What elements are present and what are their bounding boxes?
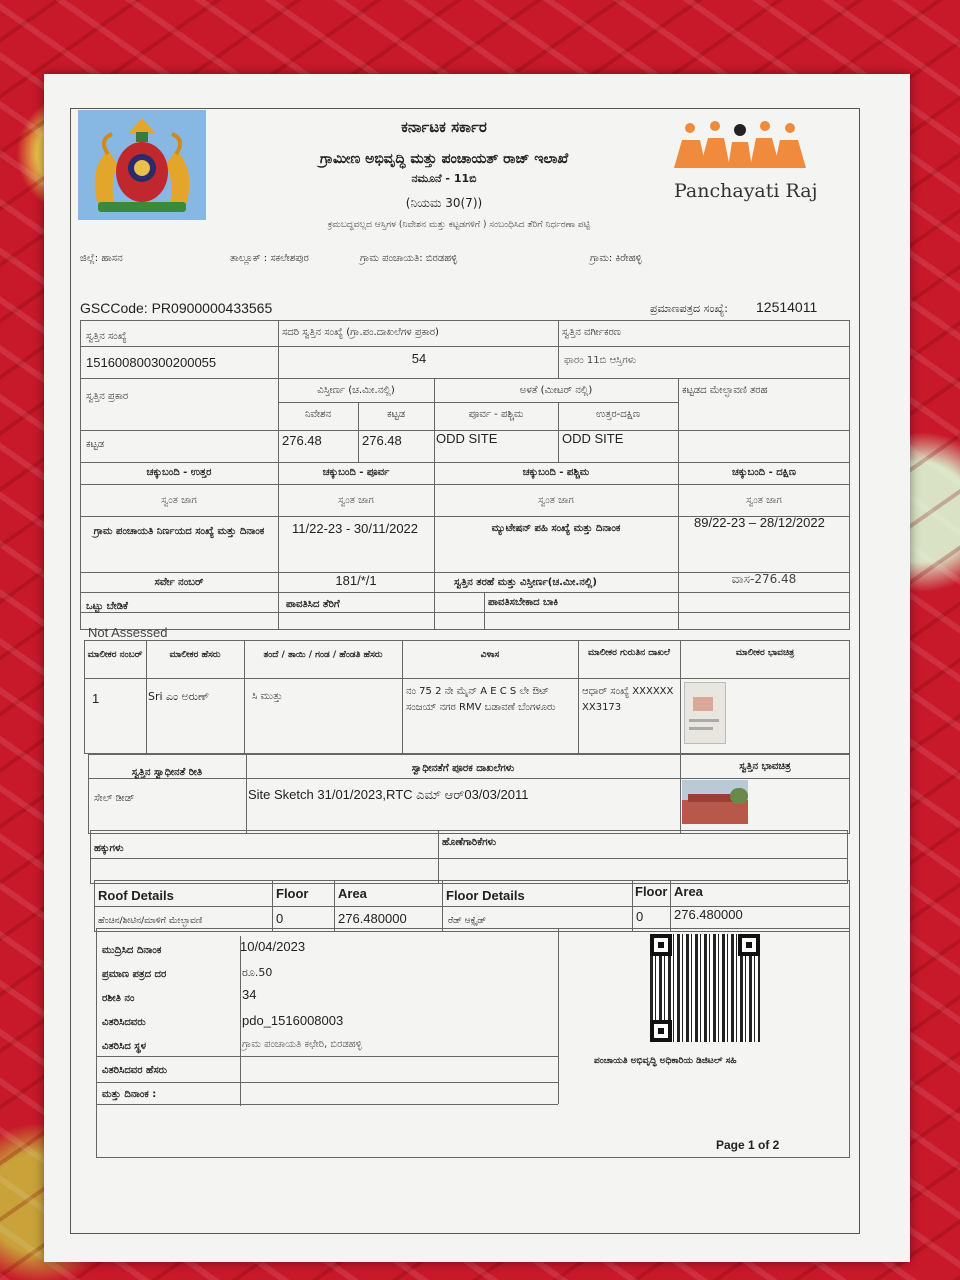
- category-label: ಸ್ವತ್ತಿನ ವರ್ಗೀಕರಣ: [562, 327, 621, 338]
- boundary-north-label: ಚಕ್ಕುಬಂದಿ - ಉತ್ತರ: [146, 467, 212, 478]
- category-value: ಫಾರಂ 11ಬಿ ಆಸ್ತಿಗಳು: [564, 355, 637, 366]
- certificate-label: ಪ್ರಮಾಣಪತ್ರದ ಸಂಖ್ಯೆ:: [650, 302, 729, 315]
- site-area-value: 276.48: [282, 433, 322, 448]
- north-south-label: ಉತ್ತರ-ದಕ್ಷಿಣ: [595, 409, 641, 420]
- boundary-east-label: ಚಕ್ಕುಬಂದಿ - ಪೂರ್ವ: [322, 467, 390, 478]
- district: ಜಿಲ್ಲೆ: ಹಾಸನ: [80, 253, 123, 264]
- owner-header-name: ಮಾಲೀಕರ ಹೆಸರು: [169, 650, 221, 660]
- east-west-label: ಪೂರ್ವ - ಪಶ್ಚಿಮ: [468, 409, 524, 420]
- gram-panchayat: ಗ್ರಾಮ ಪಂಚಾಯತಿ: ಬಿರಡಹಳ್ಳಿ: [360, 253, 458, 264]
- issuer-label: ವಿತರಿಸಿದವರು: [102, 1017, 146, 1028]
- issuer-value: pdo_1516008003: [242, 1013, 344, 1028]
- ownership-docs-label: ಸ್ವಾಧೀನತೆಗೆ ಪೂರಕ ದಾಖಲೆಗಳು: [411, 763, 515, 774]
- boundary-south-value: ಸ್ವಂತ ಜಾಗ: [746, 495, 782, 506]
- page-number: Page 1 of 2: [716, 1138, 780, 1152]
- issue-place-label: ವಿತರಿಸಿದ ಸ್ಥಳ: [102, 1041, 147, 1052]
- total-demand-label: ಒಟ್ಟು ಬೇಡಿಕೆ: [86, 601, 128, 612]
- owner-id-document: ಆಧಾರ್ ಸಂಖ್ಯೆ XXXXXXXX3173: [582, 686, 674, 713]
- owner-header-photo: ಮಾಲೀಕರ ಭಾವಚಿತ್ರ: [735, 648, 795, 658]
- qr-code-icon: [650, 934, 760, 1042]
- sadar-value: 54: [411, 351, 427, 366]
- owner-number: 1: [92, 691, 100, 706]
- paid-tax-label: ಪಾವತಿಸಿದ ತೆರಿಗೆ: [286, 599, 340, 610]
- ownership-docs-value: Site Sketch 31/01/2023,RTC ಎಮ್ ಆರ್03/03/2011: [248, 787, 529, 802]
- panchayati-raj-logo-icon: [670, 118, 810, 178]
- ownership-mode-value: ಸೇಲ್ ಡೀಡ್: [94, 793, 135, 804]
- roof-area-value: 276.480000: [338, 911, 407, 926]
- boundary-south-label: ಚಕ್ಕುಬಂದಿ - ದಕ್ಷಿಣ: [731, 467, 796, 478]
- certificate-number: 12514011: [756, 299, 818, 315]
- type-area-value: ವಾಸ-276.48: [731, 572, 797, 586]
- ownership-mode-label: ಸ್ವತ್ತಿನ ಸ್ವಾಧೀನತೆ ರೀತಿ: [131, 767, 203, 778]
- gsc-code: GSCCode: PR0900000433565: [80, 300, 273, 316]
- owner-header-id: ಮಾಲೀಕರ ಗುರುತಿನ ದಾಖಲೆ: [587, 648, 670, 658]
- property-no-label: ಸ್ವತ್ತಿನ ಸಂಖ್ಯೆ: [86, 331, 127, 342]
- boundary-north-value: ಸ್ವಂತ ಜಾಗ: [161, 495, 197, 506]
- owner-header-address: ವಿಳಾಸ: [480, 650, 500, 660]
- owner-header-number: ಮಾಲೀಕರ ನಂಬರ್: [87, 650, 143, 660]
- print-date-value: 10/04/2023: [240, 939, 306, 954]
- rule-number: (ನಿಯಮ 30(7)): [405, 196, 483, 210]
- area-label: ವಿಸ್ತೀರ್ಣ (ಚ.ಮೀ.ನಲ್ಲಿ): [317, 385, 395, 396]
- balance-label: ಪಾವತಿಸಬೇಕಾದ ಬಾಕಿ: [488, 597, 559, 608]
- floor-details-label: Floor Details: [446, 888, 525, 903]
- owner-name: Sri ಎಂ ಅರುಣ್: [148, 690, 210, 703]
- sadar-label: ಸದರಿ ಸ್ವತ್ತಿನ ಸಂಖ್ಯೆ (ಗ್ರಾ.ಪಂ.ದಾಖಲೆಗಳ ಪ್ರಕಾರ): [282, 327, 439, 338]
- building-area-value: 276.48: [362, 433, 402, 448]
- measurement-label: ಅಳತೆ (ಮೀಟರ್ ನಲ್ಲಿ): [519, 385, 593, 396]
- roof-details-label: Roof Details: [98, 888, 174, 903]
- department-title: ಗ್ರಾಮೀಣ ಅಭಿವೃದ್ಧಿ ಮತ್ತು ಪಂಚಾಯತ್ ರಾಜ್ ಇಲಾಖೆ: [319, 151, 569, 167]
- fee-value: ರೂ.50: [242, 966, 273, 979]
- floor-floor-label: Floor: [635, 884, 668, 899]
- issue-place-value: ಗ್ರಾಮ ಪಂಚಾಯತಿ ಕಛೇರಿ, ಬಿರಡಹಳ್ಳಿ: [242, 1039, 362, 1050]
- floor-floor-value: 0: [636, 909, 644, 924]
- site-label: ನಿವೇಶನ: [304, 409, 332, 420]
- gp-resolution-label: ಗ್ರಾಮ ಪಂಚಾಯತಿ ನಿರ್ಣಯದ ಸಂಖ್ಯೆ ಮತ್ತು ದಿನಾಂಕ: [93, 526, 265, 537]
- form-number: ನಮೂನೆ - 11ಬಿ: [411, 172, 477, 185]
- government-title: ಕರ್ನಾಟಕ ಸರ್ಕಾರ: [401, 118, 487, 136]
- property-no-value: 151600800300200055: [86, 355, 217, 370]
- floor-type-value: ರೆಡ್ ಆಕ್ಸೈಡ್: [448, 916, 487, 926]
- receiver-name-label: ವಿತರಿಸಿದವರ ಹೆಸರು: [102, 1065, 168, 1076]
- village: ಗ್ರಾಮ: ಕಿರೇಹಳ್ಳಿ: [590, 253, 642, 264]
- receipt-value: 34: [242, 987, 257, 1002]
- receiver-date-label: ಮತ್ತು ದಿನಾಂಕ :: [102, 1089, 157, 1100]
- roof-floor-label: Floor: [276, 886, 309, 901]
- boundary-west-label: ಚಕ್ಕುಬಂದಿ - ಪಶ್ಚಿಮ: [522, 467, 590, 478]
- gp-resolution-value: 11/22-23 - 30/11/2022: [292, 521, 419, 536]
- panchayati-raj-logo-text: Panchayati Raj: [674, 180, 818, 202]
- roof-area-label: Area: [338, 886, 367, 901]
- type-area-label: ಸ್ವತ್ತಿನ ತರಹೆ ಮತ್ತು ವಿಸ್ತೀರ್ಣ(ಚ.ಮೀ.ನಲ್ಲಿ): [454, 577, 597, 588]
- total-demand-value: Not Assessed: [88, 625, 168, 640]
- mutation-label: ಮ್ಯುಟೇಷನ್ ಪಹಿ ಸಂಖ್ಯೆ ಮತ್ತು ದಿನಾಂಕ: [491, 523, 621, 534]
- owner-header-relation: ತಂದೆ / ತಾಯಿ / ಗಂಡ / ಹೆಂಡತಿ ಹೆಸರು: [263, 650, 383, 660]
- roof-type-value: ಹೆಂಚಿನ/ಶೀಟಿನ/ಮಾಳಿಗೆ ಮೇಲ್ಛಾವಣಿ: [98, 916, 203, 926]
- owner-photo: [684, 682, 726, 744]
- property-type-value: ಕಟ್ಟಡ: [86, 439, 105, 450]
- owner-address: ನಂ 75 2 ನೇ ಮೈನ್ A E C S ಲೇ ಔಟ್ ಸಂಜಯ್ ನಗರ RMV ಬಡಾವಣೆ ಬೆಂಗಳೂರು: [406, 686, 556, 713]
- rights-label: ಹಕ್ಕುಗಳು: [94, 843, 124, 854]
- east-west-value: ODD SITE: [436, 431, 498, 446]
- property-photo-label: ಸ್ವತ್ತಿನ ಭಾವಚಿತ್ರ: [739, 761, 791, 772]
- digital-signature-label: ಪಂಚಾಯತಿ ಅಭಿವೃದ್ಧಿ ಅಧಿಕಾರಿಯ ಡಿಜಿಟಲ್ ಸಹಿ: [594, 1056, 737, 1066]
- receipt-label: ರಶೀತಿ ನಂ: [102, 993, 135, 1004]
- print-date-label: ಮುದ್ರಿಸಿದ ದಿನಾಂಕ: [102, 945, 162, 956]
- mutation-value: 89/22-23 – 28/12/2022: [694, 515, 825, 530]
- liabilities-label: ಹೊಣೆಗಾರಿಕೆಗಳು: [442, 837, 497, 848]
- fee-label: ಪ್ರಮಾಣ ಪತ್ರದ ದರ: [102, 969, 167, 980]
- survey-value: 181/*/1: [335, 573, 377, 588]
- owner-relation: ಸಿ ಮುತ್ತು: [252, 691, 283, 702]
- property-photo: [682, 780, 748, 824]
- building-label: ಕಟ್ಟಡ: [386, 409, 406, 420]
- karnataka-emblem-icon: [78, 110, 206, 220]
- boundary-east-value: ಸ್ವಂತ ಜಾಗ: [338, 495, 374, 506]
- taluk: ತಾಲ್ಲೂಕ್ : ಸಕಲೇಶಪುರ: [230, 253, 309, 264]
- document-sheet: [44, 74, 910, 1262]
- north-south-value: ODD SITE: [562, 431, 624, 446]
- form-description: ಕ್ರಮಬದ್ಧವಲ್ಲದ ಆಸ್ತಿಗಳ (ನಿವೇಶನ ಮತ್ತು ಕಟ್ಟಡಗಳಿಗೆ ) ಸಂಬಂಧಿಸಿದ ತೆರಿಗೆ ನಿರ್ಧರಣಾ ಪಟ್ಟಿ: [327, 220, 591, 230]
- roof-floor-value: 0: [276, 911, 284, 926]
- floor-area-label: Area: [674, 884, 703, 899]
- property-type-label: ಸ್ವತ್ತಿನ ಪ್ರಕಾರ: [86, 391, 129, 402]
- survey-label: ಸರ್ವೇ ನಂಬರ್: [154, 577, 204, 588]
- floor-area-value: 276.480000: [674, 907, 743, 922]
- boundary-west-value: ಸ್ವಂತ ಜಾಗ: [538, 495, 574, 506]
- roof-type-label: ಕಟ್ಟಡದ ಮೇಲ್ಛಾವಣಿ ತರಹ: [682, 385, 768, 396]
